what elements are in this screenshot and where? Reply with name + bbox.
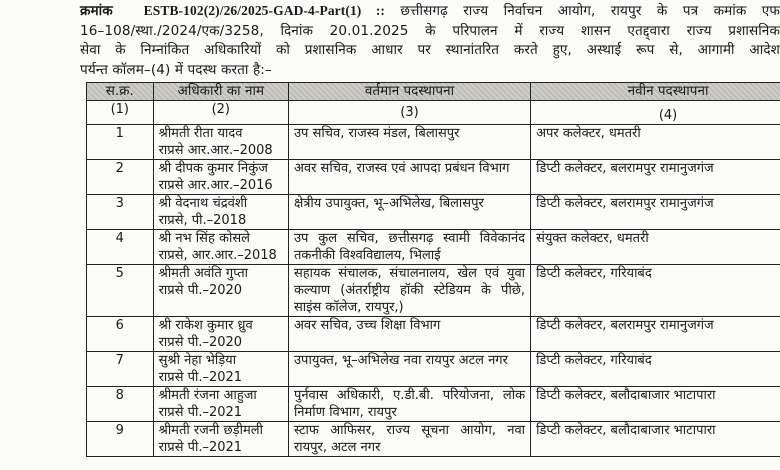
transfer-table bbox=[86, 82, 780, 457]
column-number-row bbox=[87, 101, 780, 125]
table-row bbox=[87, 125, 780, 160]
new-posting: संयुक्त कलेक्टर, धमतरी bbox=[531, 230, 780, 265]
officer-service: राप्रसे, पी.–2018 bbox=[158, 213, 247, 228]
serial-number: 4 bbox=[87, 230, 154, 265]
table-row bbox=[87, 317, 780, 352]
order-prefix: क्रमांक bbox=[80, 3, 113, 19]
serial-number: 2 bbox=[87, 160, 154, 195]
column-number: (3) bbox=[288, 101, 530, 125]
officer-cell bbox=[153, 125, 288, 160]
order-paragraph bbox=[80, 1, 780, 80]
new-posting: डिप्टी कलेक्टर, गरियाबंद bbox=[531, 265, 780, 317]
new-posting: डिप्टी कलेक्टर, गरियाबंद bbox=[531, 352, 780, 387]
officer-service: राप्रसे, आर.आर.–2018 bbox=[158, 248, 277, 263]
table-header-row bbox=[87, 83, 780, 101]
header-current-posting: वर्तमान पदस्थापना bbox=[288, 83, 530, 101]
order-line-1 bbox=[80, 1, 780, 22]
officer-service: राप्रसे पी.–2020 bbox=[158, 335, 243, 350]
current-posting: क्षेत्रीय उपायुक्त, भू–अभिलेख, बिलासपुर bbox=[288, 195, 530, 230]
table-row bbox=[87, 265, 780, 317]
serial-number: 6 bbox=[87, 317, 154, 352]
officer-cell bbox=[153, 160, 288, 195]
header-officer-name: अधिकारी का नाम bbox=[153, 83, 288, 101]
officer-name: श्री राकेश कुमार ध्रुव bbox=[158, 318, 253, 333]
current-posting: स्टाफ आफिसर, राज्य सूचना आयोग, नवा रायपुर, अटल नगर bbox=[288, 422, 530, 457]
new-posting: डिप्टी कलेक्टर, बलरामपुर रामानुजगंज bbox=[531, 195, 780, 230]
officer-name: श्रीमती रजनी छड़ीमली bbox=[158, 423, 263, 438]
officer-name: श्रीमती रीता यादव bbox=[158, 126, 243, 141]
officer-cell bbox=[153, 352, 288, 387]
serial-number: 5 bbox=[87, 265, 154, 317]
column-number: (4) bbox=[531, 101, 780, 125]
serial-number: 8 bbox=[87, 387, 154, 422]
officer-cell bbox=[153, 422, 288, 457]
column-number: (1) bbox=[87, 101, 154, 125]
table-row bbox=[87, 160, 780, 195]
officer-name: श्री वेदनाथ चंद्रवंशी bbox=[158, 196, 248, 211]
officer-service: राप्रसे आर.आर.–2016 bbox=[158, 178, 273, 193]
current-posting: उप सचिव, राजस्व मंडल, बिलासपुर bbox=[288, 125, 530, 160]
officer-cell bbox=[153, 265, 288, 317]
officer-name: श्रीमती अवंति गुप्ता bbox=[158, 266, 249, 281]
new-posting: डिप्टी कलेक्टर, बलरामपुर रामानुजगंज bbox=[531, 160, 780, 195]
officer-service: राप्रसे पी.–2021 bbox=[158, 440, 243, 455]
officer-cell bbox=[153, 195, 288, 230]
serial-number: 1 bbox=[87, 125, 154, 160]
table-row bbox=[87, 352, 780, 387]
order-reference: ESTB-102(2)/26/2025-GAD-4-Part(1) :: bbox=[143, 3, 386, 18]
current-posting: पुर्नवास अधिकारी, ए.डी.बी. परियोजना, लोक निर्माण विभाग, रायपुर bbox=[288, 387, 530, 422]
officer-cell bbox=[153, 317, 288, 352]
order-line1-text: छत्तीसगढ़ राज्य निर्वाचन आयोग, रायपुर के पत्र कमांक एफ bbox=[400, 3, 780, 19]
column-number: (2) bbox=[153, 101, 288, 125]
current-posting: उप कुल सचिव, छत्तीसगढ़ स्वामी विवेकानंद तकनीकी विश्वविद्यालय, भिलाई bbox=[288, 230, 530, 265]
new-posting: डिप्टी कलेक्टर, बलरामपुर रामानुजगंज bbox=[531, 317, 780, 352]
order-line-3: सेवा के निम्नांकित अधिकारियों को प्रशासनिक आधार पर स्थानांतरित करते हुए, अस्थाई रूप से, आगामी आदेश bbox=[80, 42, 780, 58]
table-row bbox=[87, 387, 780, 422]
serial-number: 9 bbox=[87, 422, 154, 457]
current-posting: सहायक संचालक, संचालनालय, खेल एवं युवा कल्याण (अंतर्राष्ट्रीय हॉकी स्टेडियम के पीछे, साइंस कॉलेज, रायपुर,) bbox=[288, 265, 530, 317]
table-row bbox=[87, 230, 780, 265]
table-row bbox=[87, 422, 780, 457]
officer-service: राप्रसे पी.–2021 bbox=[158, 405, 243, 420]
current-posting: अवर सचिव, राजस्व एवं आपदा प्रबंधन विभाग bbox=[288, 160, 530, 195]
officer-name: सुश्री नेहा भेड़िया bbox=[158, 353, 237, 368]
officer-service: राप्रसे पी.–2020 bbox=[158, 283, 243, 298]
serial-number: 7 bbox=[87, 352, 154, 387]
header-new-posting: नवीन पदस्थापना bbox=[531, 83, 780, 101]
officer-service: राप्रसे आर.आर.–2008 bbox=[158, 143, 273, 158]
officer-service: राप्रसे पी.–2021 bbox=[158, 370, 243, 385]
officer-name: श्री नभ सिंह कोसले bbox=[158, 231, 250, 246]
new-posting: अपर कलेक्टर, धमतरी bbox=[531, 125, 780, 160]
officer-name: श्रीमती रंजना आहुजा bbox=[158, 388, 257, 403]
current-posting: अवर सचिव, उच्च शिक्षा विभाग bbox=[288, 317, 530, 352]
officer-cell bbox=[153, 230, 288, 265]
table-row bbox=[87, 195, 780, 230]
order-line-4: पर्यन्त कॉलम–(4) में पदस्थ करता है:– bbox=[80, 61, 272, 78]
new-posting: डिप्टी कलेक्टर, बलौदाबाजार भाटापारा bbox=[531, 422, 780, 457]
current-posting: उपायुक्त, भू–अभिलेख नवा रायपुर अटल नगर bbox=[288, 352, 530, 387]
officer-name: श्री दीपक कुमार निकुंज bbox=[158, 161, 268, 176]
serial-number: 3 bbox=[87, 195, 154, 230]
officer-cell bbox=[153, 387, 288, 422]
new-posting: डिप्टी कलेक्टर, बलौदाबाजार भाटापारा bbox=[531, 387, 780, 422]
header-serial: स.क्र. bbox=[87, 83, 154, 101]
order-line-2: 16–108/स्था./2024/एक/3258, दिनांक 20.01.2025 के परिपालन में राज्य शासन एतद्द्वारा राज्य प्रशासनिक bbox=[80, 22, 780, 39]
